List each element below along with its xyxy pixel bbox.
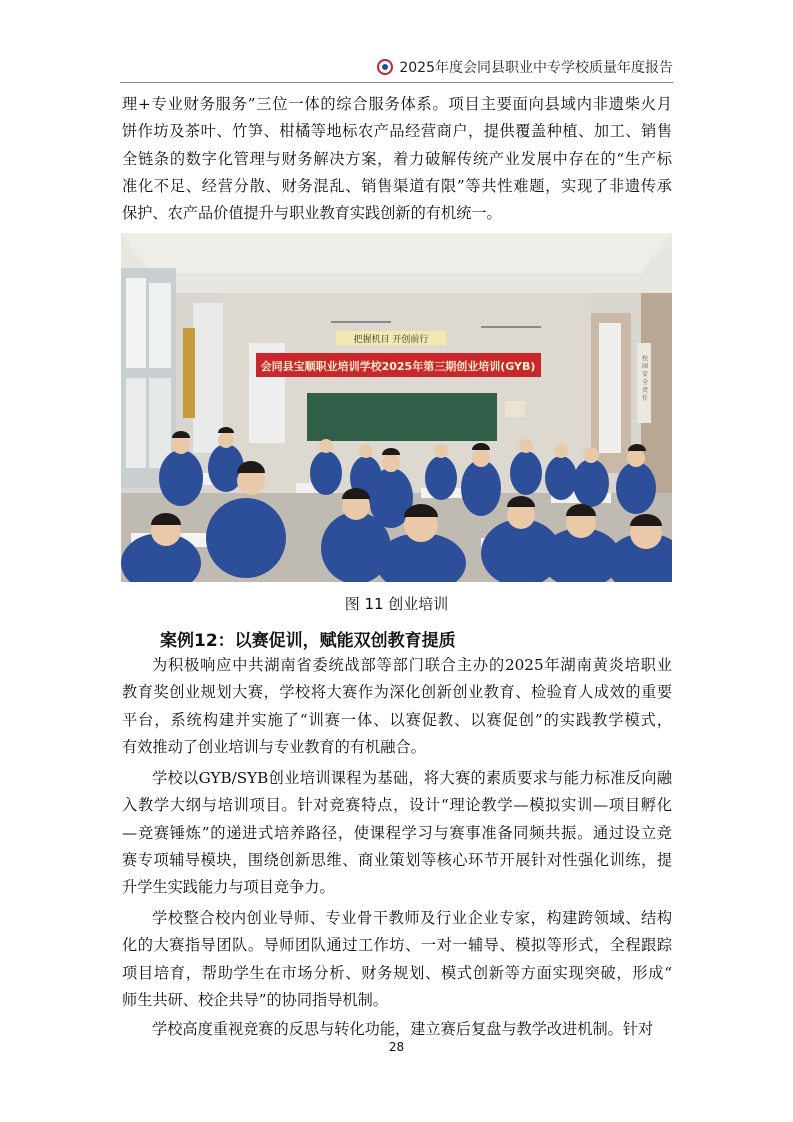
text-line: 赛专项辅导模块，围绕创新思维、商业策划等核心环节开展针对性强化训练，提 (122, 850, 672, 869)
text-line: 饼作坊及茶叶、竹笋、柑橘等地标农产品经营商户，提供覆盖种植、加工、销售 (122, 122, 672, 141)
classroom-training-photo (121, 233, 672, 582)
text-line: 项目培育，帮助学生在市场分析、财务规划、模式创新等方面实现突破，形成“ (122, 963, 672, 982)
right-poster-text: 校 园 安 全 责 任 (640, 355, 648, 401)
body-paragraph-3 (122, 905, 672, 1014)
text-line: 升学生实践能力与项目竞争力。 (122, 878, 335, 897)
text-line: 教育奖创业规划大赛，学校将大赛作为深化创新创业教育、检验育人成效的重要 (122, 683, 672, 702)
text-line: 入教学大纲与培训项目。针对竞赛特点，设计“理论教学—模拟实训—项目孵化 (122, 796, 672, 815)
school-logo-icon (377, 59, 393, 75)
banner-text: 会同县宝顺职业培训学校2025年第三期创业培训(GYB) (260, 360, 536, 373)
text-line: —竞赛锤炼”的递进式培养路径，使课程学习与赛事准备同频共振。通过设立竞 (122, 823, 672, 842)
intro-paragraph (122, 91, 672, 227)
top-sign-text: 把握机目 开创前行 (353, 335, 429, 345)
text-line: 有效推动了创业培训与专业教育的有机融合。 (122, 737, 426, 756)
text-line: 学校高度重视竞赛的反思与转化功能，建立赛后复盘与教学改进机制。针对 (152, 1020, 654, 1038)
text-line: 平台，系统构建并实施了“训赛一体、以赛促教、以赛促创”的实践教学模式， (122, 710, 672, 729)
figure-caption: 图 11 创业培训 (344, 595, 449, 613)
text-line: 理+专业财务服务”三位一体的综合服务体系。项目主要面向县域内非遗柴火月 (122, 95, 672, 113)
page-number: 28 (388, 1040, 405, 1054)
text-line: 为积极响应中共湖南省委统战部等部门联合主办的2025年湖南黄炎培职业 (152, 656, 672, 674)
text-line: 师生共研、校企共导”的协同指导机制。 (122, 990, 388, 1009)
body-paragraph-2 (122, 765, 672, 901)
text-line: 保护、农产品价值提升与职业教育实践创新的有机统一。 (122, 204, 502, 223)
header-title: 2025年度会同县职业中专学校质量年度报告 (399, 60, 673, 76)
text-line: 准化不足、经营分散、财务混乱、销售渠道有限”等共性难题，实现了非遗传承 (122, 176, 672, 195)
case-title: 案例12：以赛促训，赋能双创教育提质 (160, 631, 456, 651)
body-paragraph-1 (122, 652, 672, 761)
text-line: 化的大赛指导团队。导师团队通过工作坊、一对一辅导、模拟等形式，全程跟踪 (122, 936, 672, 955)
text-line: 学校以GYB/SYB创业培训课程为基础，将大赛的素质要求与能力标准反向融 (152, 769, 672, 787)
text-line: 全链条的数字化管理与财务解决方案，着力破解传统产业发展中存在的“生产标 (122, 149, 672, 168)
page-header (120, 52, 673, 83)
text-line: 学校整合校内创业导师、专业骨干教师及行业企业专家，构建跨领域、结构 (152, 909, 672, 927)
